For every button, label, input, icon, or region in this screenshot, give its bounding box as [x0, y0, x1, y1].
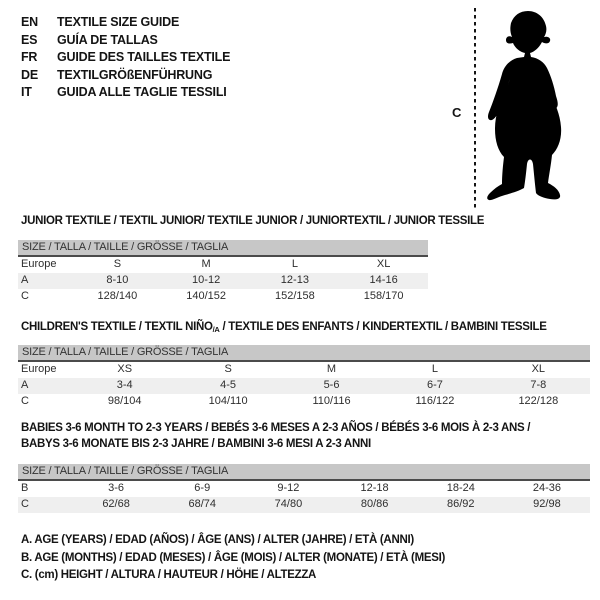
age-cell: 18-24 [446, 482, 475, 494]
height-cell: 152/158 [274, 289, 315, 302]
age-cell: 3-4 [116, 378, 133, 391]
row-label: C [21, 394, 29, 407]
language-row [21, 32, 230, 50]
size-header-bar: SIZE / TALLA / TAILLE / GRÖSSE / TAGLIA [18, 464, 590, 481]
table-row-height [18, 497, 590, 513]
size-cell: XL [531, 363, 546, 375]
age-cell: 12-18 [360, 482, 389, 494]
age-cell: 24-36 [532, 482, 562, 494]
age-cell: 12-13 [280, 273, 309, 286]
age-cell: 8-10 [106, 273, 129, 286]
language-code: IT [21, 85, 32, 99]
footnotes [21, 532, 445, 585]
footnote-a: A. AGE (YEARS) / EDAD (AÑOS) / ÂGE (ANS) / ALTER (JAHRE) / ETÀ (ANNI) [21, 534, 414, 546]
language-row [21, 84, 230, 102]
height-measure-label: C [452, 105, 462, 120]
footnote-c: C. (cm) HEIGHT / ALTURA / HAUTEUR / HÖHE / ALTEZZA [21, 569, 317, 581]
language-code: FR [21, 50, 38, 64]
language-code: EN [21, 15, 38, 29]
height-measure-line [474, 8, 476, 208]
table-row-age [18, 378, 590, 394]
age-cell: 10-12 [192, 273, 221, 286]
row-label: Europe [21, 363, 57, 375]
row-label: A [21, 378, 29, 391]
language-label: TEXTILGRÖßENFÜHRUNG [57, 67, 213, 82]
size-cell: L [291, 258, 298, 270]
row-label: Europe [21, 258, 57, 270]
language-code: DE [21, 67, 38, 82]
language-label: GUIDA ALLE TAGLIE TESSILI [57, 85, 227, 99]
size-cell: L [431, 363, 438, 375]
row-label: A [21, 273, 29, 286]
language-header [21, 14, 230, 102]
children-size-table [18, 345, 590, 409]
height-cell: 74/80 [274, 497, 303, 510]
height-cell: 62/68 [102, 497, 130, 510]
baby-silhouette-icon [486, 8, 571, 205]
language-label: TEXTILE SIZE GUIDE [57, 15, 180, 29]
table-row-age-months [18, 481, 590, 497]
height-cell: 68/74 [188, 497, 217, 510]
size-header-bar: SIZE / TALLA / TAILLE / GRÖSSE / TAGLIA [18, 240, 428, 257]
table-row-europe [18, 362, 590, 378]
height-cell: 122/128 [518, 394, 559, 407]
children-table-title [21, 321, 547, 334]
babies-size-table [18, 464, 590, 513]
language-label: GUÍA DE TALLAS [57, 32, 158, 47]
table-row-height [18, 394, 590, 410]
age-cell: 6-7 [426, 378, 443, 391]
height-cell: 128/140 [97, 289, 138, 302]
babies-table-title-line1: BABIES 3-6 MONTH TO 2-3 YEARS / BEBÉS 3-6 MESES A 2-3 AÑOS / BÉBÉS 3-6 MOIS À 2-3 ANS / [21, 422, 531, 434]
table-row-europe [18, 257, 428, 273]
size-cell: M [326, 363, 337, 375]
row-label: C [21, 289, 29, 302]
table-row-height [18, 289, 428, 305]
language-label: GUIDE DES TAILLES TEXTILE [57, 50, 231, 64]
children-title-text: / TEXTILE DES ENFANTS / KINDERTEXTIL / BAMBINI TESSILE [219, 321, 547, 333]
language-row [21, 14, 230, 32]
language-row [21, 67, 230, 85]
language-code: ES [21, 32, 38, 47]
size-cell: M [201, 258, 211, 270]
height-cell: 98/104 [107, 394, 142, 407]
height-cell: 104/110 [208, 394, 248, 407]
junior-size-table [18, 240, 428, 304]
height-cell: 116/122 [415, 394, 455, 407]
height-cell: 140/152 [186, 289, 226, 302]
height-cell: 158/170 [363, 289, 404, 302]
height-cell: 92/98 [533, 497, 561, 510]
age-cell: 3-6 [108, 482, 125, 494]
age-cell: 9-12 [277, 482, 300, 494]
height-cell: 86/92 [447, 497, 475, 510]
language-row [21, 49, 230, 67]
footnote-b: B. AGE (MONTHS) / EDAD (MESES) / ÂGE (MOIS) / ALTER (MONATE) / ETÀ (MESI) [21, 551, 446, 564]
age-cell: 6-9 [194, 482, 211, 494]
size-cell: S [224, 363, 232, 375]
children-title-subscript: /A [212, 325, 220, 334]
age-cell: 5-6 [323, 378, 340, 391]
row-label: C [21, 497, 29, 510]
babies-table-title-line2: BABYS 3-6 MONATE BIS 2-3 JAHRE / BAMBINI 3-6 MESI A 2-3 ANNI [21, 438, 371, 450]
height-cell: 110/116 [312, 394, 351, 407]
height-cell: 80/86 [360, 497, 389, 510]
table-row-age [18, 273, 428, 289]
row-label: B [21, 482, 29, 494]
age-cell: 7-8 [530, 378, 547, 391]
size-cell: XL [376, 258, 391, 270]
children-title-text: CHILDREN'S TEXTILE / TEXTIL NIÑO [21, 321, 213, 333]
size-cell: S [113, 258, 122, 270]
junior-table-title: JUNIOR TEXTILE / TEXTIL JUNIOR/ TEXTILE JUNIOR / JUNIORTEXTIL / JUNIOR TESSILE [21, 215, 485, 227]
age-cell: 14-16 [369, 273, 398, 286]
age-cell: 4-5 [220, 378, 237, 391]
size-cell: XS [117, 363, 133, 375]
size-header-bar: SIZE / TALLA / TAILLE / GRÖSSE / TAGLIA [18, 345, 590, 362]
